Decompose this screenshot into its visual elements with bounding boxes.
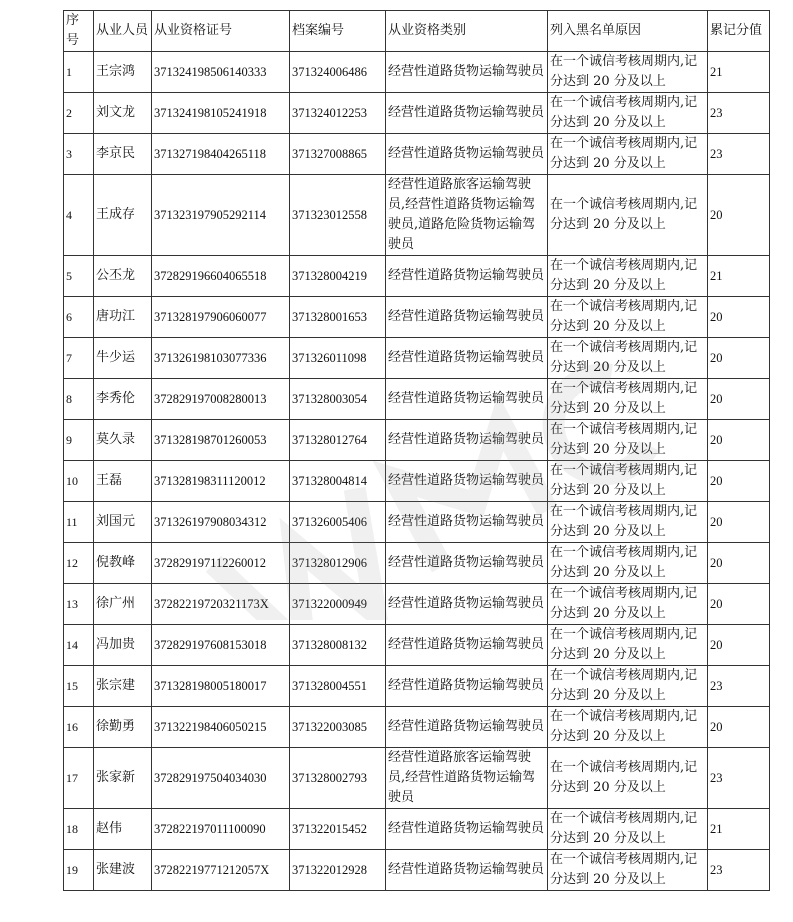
row-category: 经营性道路货物运输驾驶员	[386, 379, 548, 420]
table-body	[64, 52, 770, 891]
row-cert-number: 371328198701260053	[152, 420, 290, 461]
row-file-number: 371328003054	[290, 379, 386, 420]
row-score: 23	[708, 666, 770, 707]
row-reason: 在一个诚信考核周期内,记分达到 20 分及以上	[548, 338, 708, 379]
row-reason: 在一个诚信考核周期内,记分达到 20 分及以上	[548, 134, 708, 175]
row-reason: 在一个诚信考核周期内,记分达到 20 分及以上	[548, 625, 708, 666]
row-reason: 在一个诚信考核周期内,记分达到 20 分及以上	[548, 543, 708, 584]
row-category: 经营性道路货物运输驾驶员	[386, 134, 548, 175]
row-index: 1	[64, 52, 94, 93]
row-score: 20	[708, 175, 770, 256]
row-cert-number: 371326197908034312	[152, 502, 290, 543]
row-category: 经营性道路货物运输驾驶员	[386, 809, 548, 850]
row-name: 公丕龙	[94, 256, 152, 297]
row-file-number: 371328002793	[290, 748, 386, 809]
row-reason: 在一个诚信考核周期内,记分达到 20 分及以上	[548, 809, 708, 850]
row-cert-number: 37282219771212057X	[152, 850, 290, 891]
row-index: 10	[64, 461, 94, 502]
row-reason: 在一个诚信考核周期内,记分达到 20 分及以上	[548, 420, 708, 461]
row-cert-number: 37282219720321173X	[152, 584, 290, 625]
row-file-number: 371326005406	[290, 502, 386, 543]
header-name: 从业人员	[94, 11, 152, 52]
row-name: 李京民	[94, 134, 152, 175]
row-category: 经营性道路旅客运输驾驶员,经营性道路货物运输驾驶员	[386, 748, 548, 809]
row-name: 唐功江	[94, 297, 152, 338]
table-row	[64, 543, 770, 584]
row-file-number: 371324012253	[290, 93, 386, 134]
row-index: 7	[64, 338, 94, 379]
row-index: 8	[64, 379, 94, 420]
row-category: 经营性道路货物运输驾驶员	[386, 543, 548, 584]
row-index: 5	[64, 256, 94, 297]
row-reason: 在一个诚信考核周期内,记分达到 20 分及以上	[548, 52, 708, 93]
row-category: 经营性道路旅客运输驾驶员,经营性道路货物运输驾驶员,道路危险货物运输驾驶员	[386, 175, 548, 256]
row-category: 经营性道路货物运输驾驶员	[386, 707, 548, 748]
row-reason: 在一个诚信考核周期内,记分达到 20 分及以上	[548, 707, 708, 748]
row-index: 2	[64, 93, 94, 134]
table-row	[64, 338, 770, 379]
header-category: 从业资格类别	[386, 11, 548, 52]
row-file-number: 371327008865	[290, 134, 386, 175]
row-score: 20	[708, 707, 770, 748]
row-score: 20	[708, 502, 770, 543]
row-file-number: 371328012906	[290, 543, 386, 584]
row-reason: 在一个诚信考核周期内,记分达到 20 分及以上	[548, 584, 708, 625]
row-file-number: 371324006486	[290, 52, 386, 93]
row-file-number: 371328004219	[290, 256, 386, 297]
row-index: 4	[64, 175, 94, 256]
row-reason: 在一个诚信考核周期内,记分达到 20 分及以上	[548, 850, 708, 891]
row-cert-number: 371322198406050215	[152, 707, 290, 748]
row-cert-number: 372829196604065518	[152, 256, 290, 297]
table-row	[64, 297, 770, 338]
row-name: 王磊	[94, 461, 152, 502]
row-reason: 在一个诚信考核周期内,记分达到 20 分及以上	[548, 748, 708, 809]
row-category: 经营性道路货物运输驾驶员	[386, 850, 548, 891]
row-index: 18	[64, 809, 94, 850]
table-row	[64, 809, 770, 850]
table-row	[64, 420, 770, 461]
table-row	[64, 175, 770, 256]
row-score: 21	[708, 809, 770, 850]
row-file-number: 371322000949	[290, 584, 386, 625]
row-score: 20	[708, 543, 770, 584]
table-row	[64, 502, 770, 543]
row-reason: 在一个诚信考核周期内,记分达到 20 分及以上	[548, 93, 708, 134]
header-row	[64, 11, 770, 52]
row-index: 17	[64, 748, 94, 809]
row-category: 经营性道路货物运输驾驶员	[386, 93, 548, 134]
row-cert-number: 371328198311120012	[152, 461, 290, 502]
row-name: 徐勤勇	[94, 707, 152, 748]
header-score: 累记分值	[708, 11, 770, 52]
blacklist-table	[63, 10, 770, 891]
row-category: 经营性道路货物运输驾驶员	[386, 297, 548, 338]
row-score: 20	[708, 625, 770, 666]
row-index: 12	[64, 543, 94, 584]
row-index: 3	[64, 134, 94, 175]
row-file-number: 371323012558	[290, 175, 386, 256]
row-category: 经营性道路货物运输驾驶员	[386, 420, 548, 461]
table-row	[64, 134, 770, 175]
row-category: 经营性道路货物运输驾驶员	[386, 584, 548, 625]
row-index: 15	[64, 666, 94, 707]
row-name: 牛少运	[94, 338, 152, 379]
table-row	[64, 625, 770, 666]
row-reason: 在一个诚信考核周期内,记分达到 20 分及以上	[548, 379, 708, 420]
table-row	[64, 666, 770, 707]
row-reason: 在一个诚信考核周期内,记分达到 20 分及以上	[548, 175, 708, 256]
row-category: 经营性道路货物运输驾驶员	[386, 338, 548, 379]
row-score: 20	[708, 461, 770, 502]
header-reason: 列入黑名单原因	[548, 11, 708, 52]
table-row	[64, 584, 770, 625]
row-score: 20	[708, 338, 770, 379]
row-cert-number: 371323197905292114	[152, 175, 290, 256]
row-file-number: 371328004814	[290, 461, 386, 502]
row-cert-number: 372829197112260012	[152, 543, 290, 584]
table-row	[64, 256, 770, 297]
row-cert-number: 372829197608153018	[152, 625, 290, 666]
row-reason: 在一个诚信考核周期内,记分达到 20 分及以上	[548, 297, 708, 338]
row-name: 李秀伦	[94, 379, 152, 420]
table-row	[64, 52, 770, 93]
row-name: 王宗鸿	[94, 52, 152, 93]
row-category: 经营性道路货物运输驾驶员	[386, 666, 548, 707]
row-file-number: 371328008132	[290, 625, 386, 666]
row-category: 经营性道路货物运输驾驶员	[386, 625, 548, 666]
header-index: 序号	[64, 11, 94, 52]
row-score: 20	[708, 584, 770, 625]
table-row	[64, 93, 770, 134]
row-index: 19	[64, 850, 94, 891]
row-category: 经营性道路货物运输驾驶员	[386, 52, 548, 93]
row-index: 16	[64, 707, 94, 748]
row-name: 刘文龙	[94, 93, 152, 134]
row-file-number: 371328004551	[290, 666, 386, 707]
row-cert-number: 371326198103077336	[152, 338, 290, 379]
row-name: 徐广州	[94, 584, 152, 625]
row-reason: 在一个诚信考核周期内,记分达到 20 分及以上	[548, 666, 708, 707]
row-name: 王成存	[94, 175, 152, 256]
row-index: 9	[64, 420, 94, 461]
row-file-number: 371322015452	[290, 809, 386, 850]
row-cert-number: 372829197504034030	[152, 748, 290, 809]
row-reason: 在一个诚信考核周期内,记分达到 20 分及以上	[548, 256, 708, 297]
row-index: 11	[64, 502, 94, 543]
row-name: 倪教峰	[94, 543, 152, 584]
row-score: 20	[708, 420, 770, 461]
table-row	[64, 707, 770, 748]
row-reason: 在一个诚信考核周期内,记分达到 20 分及以上	[548, 461, 708, 502]
blacklist-table-container	[63, 10, 769, 891]
row-score: 20	[708, 379, 770, 420]
row-file-number: 371322012928	[290, 850, 386, 891]
row-index: 13	[64, 584, 94, 625]
row-score: 20	[708, 297, 770, 338]
table-row	[64, 748, 770, 809]
row-name: 冯加贵	[94, 625, 152, 666]
row-cert-number: 371327198404265118	[152, 134, 290, 175]
row-file-number: 371322003085	[290, 707, 386, 748]
row-category: 经营性道路货物运输驾驶员	[386, 461, 548, 502]
row-name: 张宗建	[94, 666, 152, 707]
table-row	[64, 461, 770, 502]
row-reason: 在一个诚信考核周期内,记分达到 20 分及以上	[548, 502, 708, 543]
row-file-number: 371328012764	[290, 420, 386, 461]
row-score: 21	[708, 52, 770, 93]
row-cert-number: 371324198105241918	[152, 93, 290, 134]
row-score: 23	[708, 850, 770, 891]
row-category: 经营性道路货物运输驾驶员	[386, 256, 548, 297]
row-cert-number: 371328198005180017	[152, 666, 290, 707]
row-name: 张家新	[94, 748, 152, 809]
header-cert: 从业资格证号	[152, 11, 290, 52]
row-cert-number: 371328197906060077	[152, 297, 290, 338]
row-category: 经营性道路货物运输驾驶员	[386, 502, 548, 543]
row-score: 21	[708, 256, 770, 297]
table-row	[64, 850, 770, 891]
row-score: 23	[708, 134, 770, 175]
row-file-number: 371328001653	[290, 297, 386, 338]
row-cert-number: 371324198506140333	[152, 52, 290, 93]
row-score: 23	[708, 748, 770, 809]
row-index: 6	[64, 297, 94, 338]
row-score: 23	[708, 93, 770, 134]
row-name: 刘国元	[94, 502, 152, 543]
header-file: 档案编号	[290, 11, 386, 52]
row-index: 14	[64, 625, 94, 666]
row-name: 莫久录	[94, 420, 152, 461]
row-cert-number: 372822197011100090	[152, 809, 290, 850]
row-cert-number: 372829197008280013	[152, 379, 290, 420]
table-row	[64, 379, 770, 420]
row-file-number: 371326011098	[290, 338, 386, 379]
row-name: 张建波	[94, 850, 152, 891]
row-name: 赵伟	[94, 809, 152, 850]
